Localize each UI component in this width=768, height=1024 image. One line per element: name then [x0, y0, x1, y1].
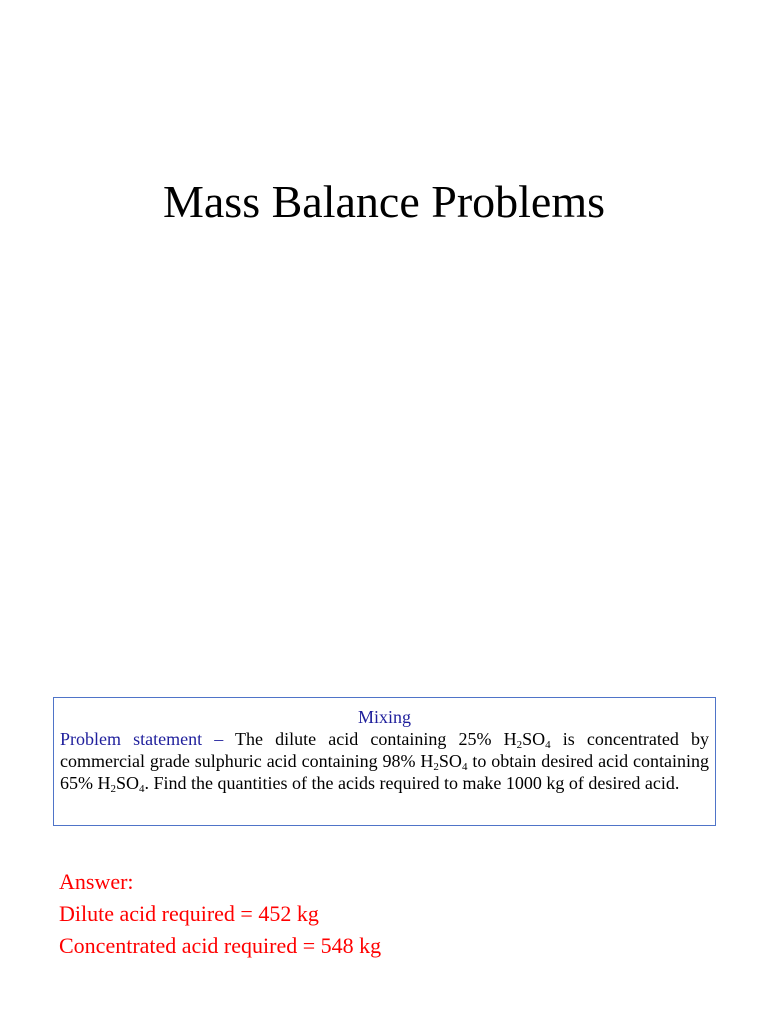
subscript: 2: [110, 783, 116, 795]
problem-text-part: SO: [116, 773, 140, 793]
problem-text-part: SO: [522, 729, 546, 749]
problem-statement: [60, 728, 709, 794]
page-title: Mass Balance Problems: [162, 176, 606, 227]
problem-text-part: . Find the quantities of the acids required to make 1000 kg of desired acid.: [144, 773, 680, 793]
subscript: 2: [433, 761, 439, 773]
answer-dilute-acid: Dilute acid required = 452 kg: [59, 901, 319, 926]
problem-text-part: The dilute acid containing 25% H: [223, 729, 517, 749]
answer-section: [59, 866, 709, 962]
answer-concentrated-acid: Concentrated acid required = 548 kg: [59, 933, 382, 958]
problem-label: Problem statement –: [60, 729, 224, 749]
subscript: 4: [461, 761, 468, 773]
answer-heading: Answer:: [59, 869, 134, 894]
subscript: 2: [516, 739, 523, 751]
problem-text-part: to obtain desired acid containing 65% H: [60, 751, 709, 793]
problem-text-part: is concentrated by commercial grade sulphuric acid containing 98% H: [60, 729, 709, 771]
problem-heading: Mixing: [357, 707, 411, 727]
subscript: 4: [545, 739, 551, 751]
problem-box: [53, 697, 716, 826]
subscript: 4: [139, 783, 145, 795]
problem-text-part: SO: [438, 751, 462, 771]
